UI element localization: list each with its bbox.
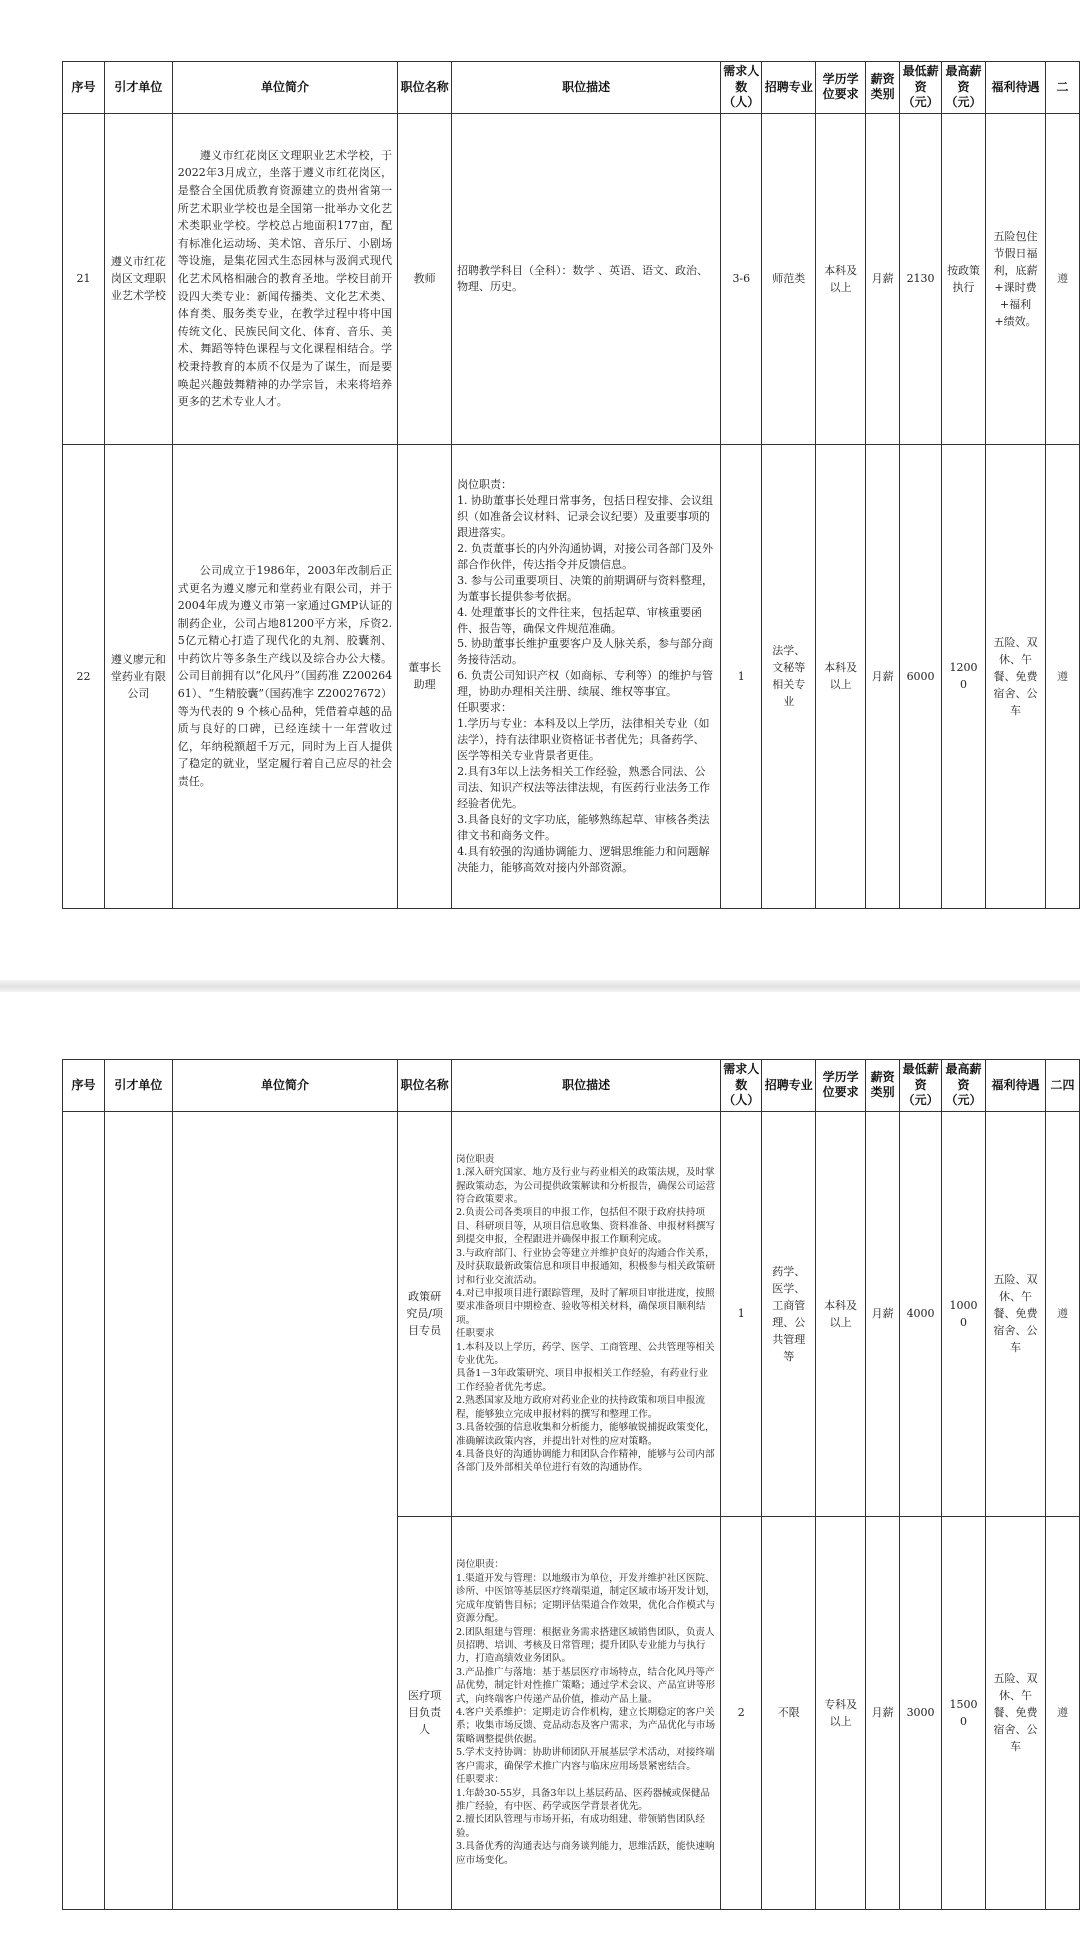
max-salary: 按政策执行 [942,113,986,444]
max-salary: 10000 [942,1111,986,1516]
desc-line: 5. 协助董事长维护重要客户及人脉关系，参与部分商务接待活动。 [457,637,714,667]
position-title: 政策研究员/项目专员 [398,1111,452,1516]
desc-line: 任职要求： [456,1774,504,1786]
desc-line: 1.学历与专业：本科及以上学历，法律相关专业（如法学），持有法律职业资格证书者优先；具备药学、医学等相关专业背景者更佳。 [457,717,710,762]
desc-line: 4.对已申报项目进行跟踪管理，及时了解项目审批进度，按照要求准备项目中期检查、验收等相关材料，确保项目顺利结项。 [456,1287,715,1326]
unit-name-empty [104,1111,172,1909]
header-cell: 招聘专业 [762,62,816,114]
header-cell: 单位简介 [172,62,397,114]
header-cell: 引才单位 [104,62,172,114]
desc-line: 2.熟悉国家及地方政府对药业企业的扶持政策和项目申报流程，能够独立完成申报材料的撰写和整理工作。 [456,1395,706,1420]
desc-line: 岗位职责： [456,1559,504,1571]
unit-intro: 遵义市红花岗区文理职业艺术学校，于2022年3月成立，坐落于遵义市红花岗区，是整合全国优质教育资源建立的贵州省第一所艺术职业学校也是全国第一批举办文化艺术类职业学校。学校总占地面积177亩，配有标准化运动场、美术馆、音乐厅、小剧场等设施，是集花园式生态园林与汲润式现代化艺术风格相融合的教育圣地。学校目前开设四大类专业：新闻传播类、文化艺术类、体育类、服务类专业，在教学过程中将中国传统文化、民族民间文化、体育、音乐、美术、舞蹈等特色课程与文化课程相结合。学校秉持教育的本质不仅是为了谋生，而是要唤起兴趣鼓舞精神的办学宗旨，未来将培养更多的艺术专业人才。 [172,113,397,444]
desc-line: 任职要求： [457,701,513,715]
headcount: 1 [721,1111,762,1516]
header-cell: 最高薪资（元） [942,62,986,114]
header-cell: 需求人数（人） [721,1060,762,1112]
truncated-cell: 遵 [1045,1111,1079,1516]
unit-name: 遵义廖元和堂药业有限公司 [104,444,172,908]
desc-line: 1.年龄30-55岁，具备3年以上基层药品、医药器械或保健品推广经验，有中医、药学或医学背景者优先。 [456,1787,711,1813]
header-cell: 二 [1045,62,1079,114]
education: 专科及以上 [816,1516,866,1909]
desc-line: 3.与政府部门、行业协会等建立并维护良好的沟通合作关系，及时获取最新政策信息和项目申报通知，积极参与相关政策研讨和行业交流活动。 [456,1247,716,1286]
position-description [452,1111,721,1516]
unit-intro-empty [172,1111,397,1909]
unit-intro: 公司成立于1986年，2003年改制后正式更名为遵义廖元和堂药业有限公司，并于2004年成为遵义市第一家通过GMP认证的制药企业，公司占地81200平方米，斥资2.5亿元精心打造了现代化的丸剂、胶囊剂、中药饮片等多条生产线以及综合办公大楼。公司目前拥有以“化风丹”（国药准 Z20026461）、“生精胶囊”（国药准字 Z20027672）等为代表的 9 个核心品种，凭借着卓越的品质与良好的口碑，已经连续十一年营收过亿，年纳税额超千万元，同时为上百人提供了稳定的就业，坚定履行着自己应尽的社会责任。 [172,444,397,908]
desc-line: 3. 参与公司重要项目、决策的前期调研与资料整理，为董事长提供参考依据。 [457,573,714,603]
desc-line: 3.产品推广与落地：基于基层医疗市场特点，结合化风丹等产品优势，制定针对性推广策略；通过学术会议、产品宣讲等形式，向终端客户传递产品价值，推动产品上量。 [456,1666,716,1705]
min-salary: 3000 [900,1516,942,1909]
desc-line: 3.具备较强的信息收集和分析能力，能够敏锐捕捉政策变化，准确解读政策内容，并提出针对性的应对策略。 [456,1422,715,1447]
header-cell: 序号 [63,62,105,114]
position-title: 医疗项目负责人 [398,1516,452,1909]
desc-line: 1.本科及以上学历，药学、医学、工商管理、公共管理等相关专业优先。 [456,1341,715,1367]
table-header-row [63,1060,1080,1112]
page-sheet-2 [0,992,1080,1947]
headcount: 1 [721,444,762,908]
desc-line: 具备1－3年政策研究、项目申报相关工作经验，有药业行业工作经验者优先考虑。 [456,1368,709,1393]
desc-line: 岗位职责 [456,1153,495,1165]
recruitment-table-2 [62,1059,1080,1910]
table-header-row [63,62,1080,114]
unit-name: 遵义市红花岗区文理职业艺术学校 [104,113,172,444]
desc-line: 1.深入研究国家、地方及行业与药业相关的政策法规，及时掌握政策动态，为公司提供政策解读和分析报告，确保公司运营符合政策要求。 [456,1167,716,1205]
desc-line: 任职要求 [456,1328,495,1340]
major: 师范类 [762,113,816,444]
header-cell: 职位名称 [398,62,452,114]
max-salary: 12000 [942,444,986,908]
desc-line: 2. 负责董事长的内外沟通协调，对接公司各部门及外部合作伙伴，传达指令并反馈信息。 [457,541,714,571]
table-row [63,113,1080,444]
salary-type: 月薪 [866,1111,900,1516]
header-cell: 最低薪资（元） [900,62,942,114]
table-row [63,444,1080,908]
table-row [63,1111,1080,1516]
header-cell: 最低薪资（元） [900,1060,942,1112]
major: 药学、医学、工商管理、公共管理等 [762,1111,816,1516]
desc-line: 2.具有3年以上法务相关工作经验，熟悉合同法、公司法、知识产权法等法律法规，有医药行业法务工作经验者优先。 [457,764,711,810]
header-cell: 职位名称 [398,1060,452,1112]
header-cell: 招聘专业 [762,1060,816,1112]
header-cell: 学历学位要求 [816,1060,866,1112]
desc-line: 2.擅长团队管理与市场开拓，有成功组建、带领销售团队经验。 [456,1814,706,1839]
welfare: 五险、双休、午餐、免费宿舍、公车 [986,1516,1046,1909]
welfare: 五险包住节假日福利，底薪+课时费+福利+绩效。 [986,113,1046,444]
major: 法学、文秘等相关专业 [762,444,816,908]
position-description [452,444,721,908]
major: 不限 [762,1516,816,1909]
header-cell: 序号 [63,1060,105,1112]
position-title: 董事长助理 [398,444,452,908]
max-salary: 15000 [942,1516,986,1909]
education: 本科及以上 [816,1111,866,1516]
header-cell: 最高薪资（元） [942,1060,986,1112]
headcount: 3-6 [721,113,762,444]
salary-type: 月薪 [866,444,900,908]
welfare: 五险、双休、午餐、免费宿舍、公车 [986,444,1046,908]
position-description [452,113,721,444]
desc-line: 4.具有较强的沟通协调能力、逻辑思维能力和问题解决能力，能够高效对接内外部资源。 [457,844,710,874]
truncated-cell: 遵 [1045,444,1079,908]
row-number-empty [63,1111,105,1909]
header-cell: 需求人数（人） [721,62,762,114]
min-salary: 6000 [900,444,942,908]
row-number: 21 [63,113,105,444]
position-title: 教师 [398,113,452,444]
position-description [452,1516,721,1909]
header-cell: 单位简介 [172,1060,397,1112]
desc-line: 5.学术支持协调：协助讲师团队开展基层学术活动，对接终端客户需求，确保学术推广内容与临床应用场景紧密结合。 [456,1747,715,1772]
truncated-cell: 遵 [1045,1516,1079,1909]
min-salary: 4000 [900,1111,942,1516]
welfare: 五险、双休、午餐、免费宿舍、公车 [986,1111,1046,1516]
desc-line: 4. 处理董事长的文件往来，包括起草、审核重要函件、报告等，确保文件规范准确。 [457,605,703,635]
header-cell: 薪资类别 [866,1060,900,1112]
desc-line: 4.客户关系维护：定期走访合作机构，建立长期稳定的客户关系；收集市场反馈、竞品动态及客户需求，为产品优化与市场策略调整提供依据。 [456,1707,716,1745]
header-cell: 福利待遇 [986,1060,1046,1112]
row-number: 22 [63,444,105,908]
desc-line: 2.团队组建与管理：根据业务需求搭建区域销售团队，负责人员招聘、培训、考核及日常管理；提升团队专业能力与执行力，打造高绩效业务团队。 [456,1626,715,1665]
headcount: 2 [721,1516,762,1909]
header-cell: 薪资类别 [866,62,900,114]
education: 本科及以上 [816,113,866,444]
recruitment-table-1 [62,61,1080,909]
desc-line: 岗位职责： [457,478,513,492]
header-cell: 职位描述 [452,62,721,114]
salary-type: 月薪 [866,113,900,444]
desc-line: 2.负责公司各类项目的申报工作，包括但不限于政府扶持项目、科研项目等，从项目信息收集、资料准备、申报材料撰写到提交申报，全程跟进并确保申报工作顺利完成。 [456,1207,716,1246]
desc-line: 1. 协助董事长处理日常事务，包括日程安排、会议组织（如准备会议材料、记录会议纪要）及重要事项的跟进落实。 [457,494,714,539]
desc-line: 6. 负责公司知识产权（如商标、专利等）的维护与管理，协助办理相关注册、续展、维权等事宜。 [457,669,714,699]
desc-line: 1.渠道开发与管理：以地级市为单位，开发并维护社区医院、诊所、中医馆等基层医疗终端渠道，制定区域市场开发计划，完成年度销售目标；定期评估渠道合作效果，优化合作模式与资源分配。 [456,1572,716,1625]
salary-type: 月薪 [866,1516,900,1909]
education: 本科及以上 [816,444,866,908]
desc-line: 4.具备良好的沟通协调能力和团队合作精神，能够与公司内部各部门及外部相关单位进行有效的沟通协作。 [456,1449,715,1474]
truncated-cell: 遵 [1045,113,1079,444]
page-separator [0,980,1080,992]
min-salary: 2130 [900,113,942,444]
desc-line: 招聘教学科目（全科）：数学 、英语、语文、政治、物理、历史。 [457,263,709,293]
header-cell: 学历学位要求 [816,62,866,114]
header-cell: 职位描述 [452,1060,721,1112]
desc-line: 3.具备良好的文字功底，能够熟练起草、审核各类法律文书和商务文件。 [457,812,710,842]
header-cell: 福利待遇 [986,62,1046,114]
header-cell: 引才单位 [104,1060,172,1112]
header-cell: 二四 [1045,1060,1079,1112]
desc-line: 3.具备优秀的沟通表达与商务谈判能力，思维活跃，能快速响应市场变化。 [456,1841,715,1866]
